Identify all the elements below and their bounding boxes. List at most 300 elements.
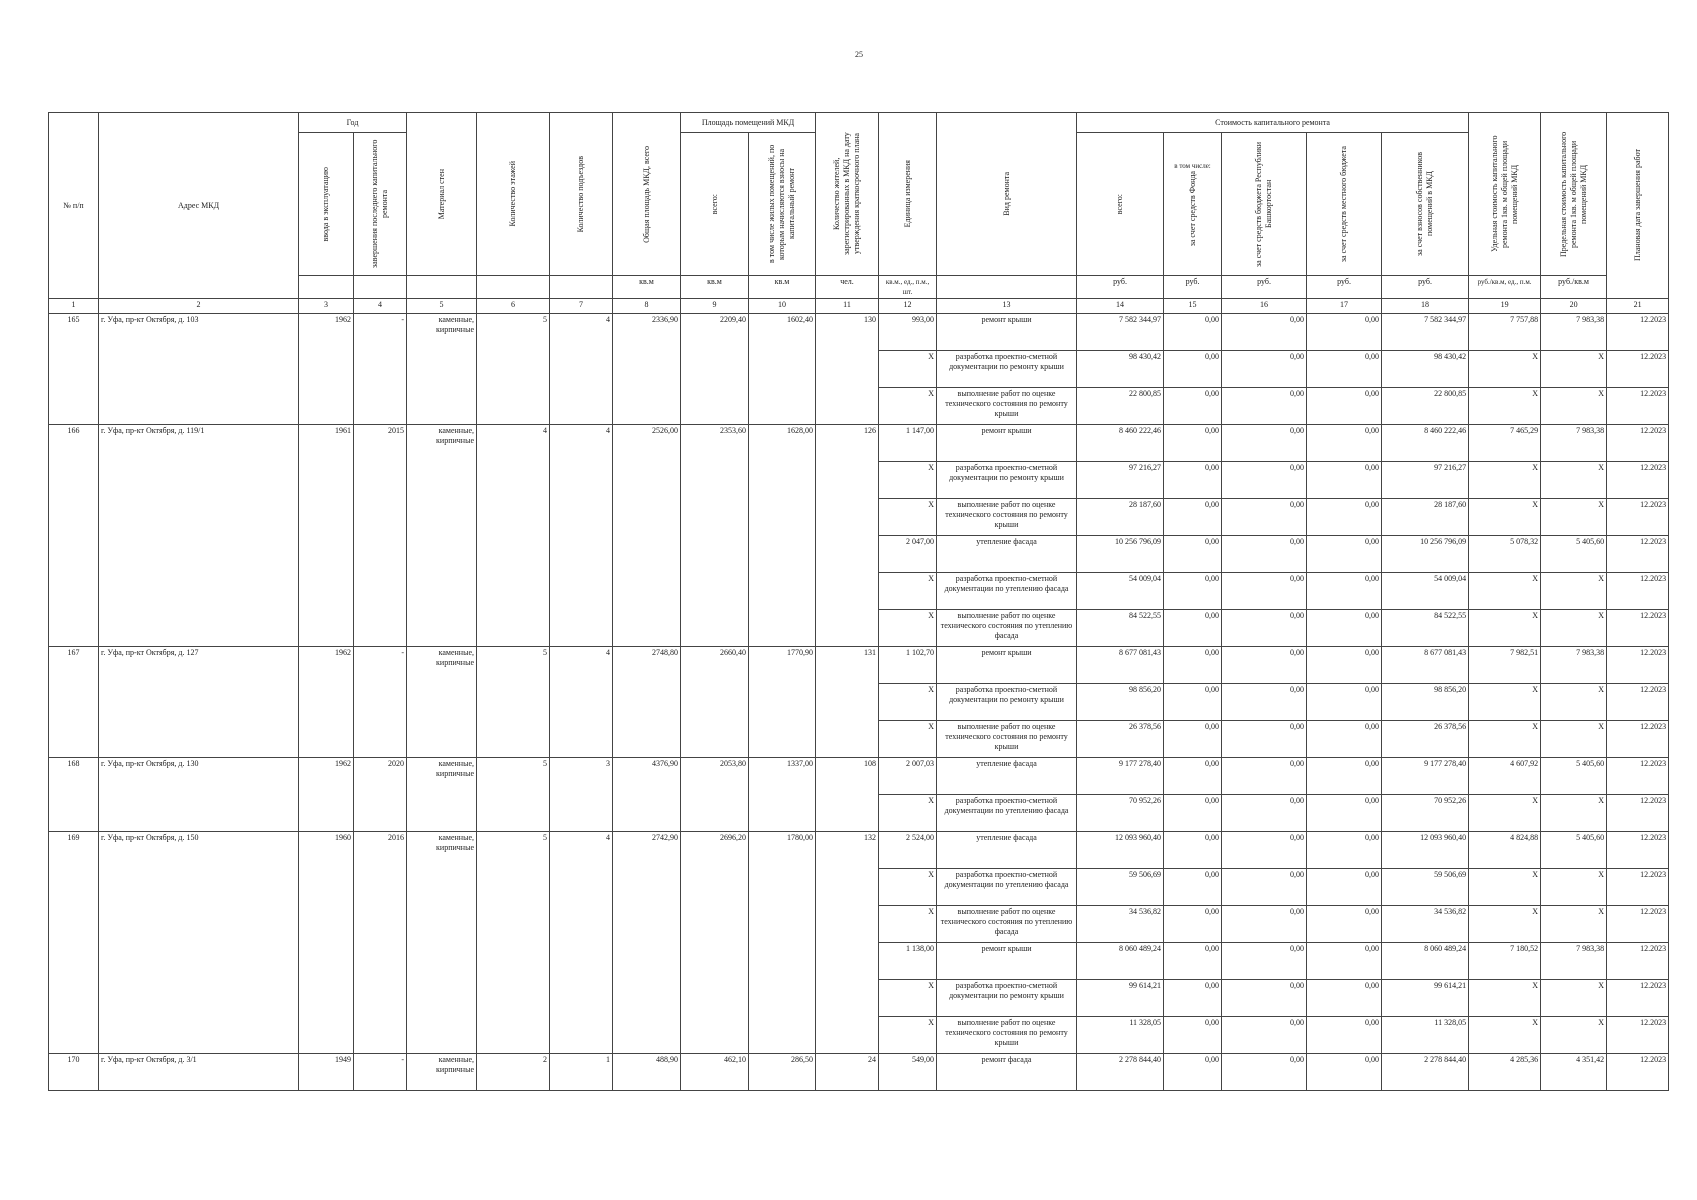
- building-number: 167: [49, 647, 99, 758]
- max-cost: X: [1541, 906, 1607, 943]
- cost-owners: 97 216,27: [1382, 462, 1469, 499]
- max-cost: X: [1541, 721, 1607, 758]
- table-row: [49, 832, 1669, 869]
- work-type: выполнение работ по оценке технического состояния по утеплению фасада: [937, 610, 1077, 647]
- max-cost: 5 405,60: [1541, 832, 1607, 869]
- wall-material: каменные, кирпичные: [407, 832, 477, 1054]
- table-header: [49, 113, 1669, 314]
- unit-max: руб./кв.м: [1541, 276, 1607, 299]
- cost-local: 0,00: [1307, 573, 1382, 610]
- cost-local: 0,00: [1307, 869, 1382, 906]
- cost-total: 98 430,42: [1077, 351, 1164, 388]
- work-type: утепление фасада: [937, 758, 1077, 795]
- cost-local: 0,00: [1307, 499, 1382, 536]
- cost-total: 10 256 796,09: [1077, 536, 1164, 573]
- cost-total: 84 522,55: [1077, 610, 1164, 647]
- column-index: 13: [937, 299, 1077, 314]
- work-unit-value: 2 047,00: [879, 536, 937, 573]
- column-index: 12: [879, 299, 937, 314]
- max-cost: 7 983,38: [1541, 314, 1607, 351]
- building-number: 165: [49, 314, 99, 425]
- header-cost-fund: в том числе: за счет средств Фонда: [1164, 133, 1222, 276]
- residents-count: 126: [816, 425, 879, 647]
- entrances-count: 4: [550, 314, 613, 425]
- header-specific-cost: Удельная стоимость капитального ремонта 1кв. м общей площади помещений МКД: [1469, 113, 1541, 276]
- year-commission: 1949: [299, 1054, 354, 1091]
- unit-blank-13: [937, 276, 1077, 299]
- specific-cost: X: [1469, 721, 1541, 758]
- max-cost: 7 983,38: [1541, 647, 1607, 684]
- work-unit-value: X: [879, 388, 937, 425]
- cost-total: 59 506,69: [1077, 869, 1164, 906]
- building-address: г. Уфа, пр-кт Октября, д. 103: [99, 314, 299, 425]
- table-row: [49, 425, 1669, 462]
- cost-owners: 70 952,26: [1382, 795, 1469, 832]
- header-premises-total: всего:: [681, 133, 749, 276]
- work-unit-value: X: [879, 499, 937, 536]
- cost-rb: 0,00: [1222, 1054, 1307, 1091]
- header-year: Год: [299, 113, 407, 133]
- header-cost-local: за счет средств местного бюджета: [1307, 133, 1382, 276]
- cost-owners: 22 800,85: [1382, 388, 1469, 425]
- work-unit-value: 1 102,70: [879, 647, 937, 684]
- cost-owners: 59 506,69: [1382, 869, 1469, 906]
- cost-local: 0,00: [1307, 351, 1382, 388]
- building-number: 169: [49, 832, 99, 1054]
- work-unit-value: 993,00: [879, 314, 937, 351]
- column-index: 3: [299, 299, 354, 314]
- cost-fund: 0,00: [1164, 499, 1222, 536]
- total-area: 2526,00: [613, 425, 681, 647]
- work-type: разработка проектно-сметной документации по утеплению фасада: [937, 573, 1077, 610]
- work-unit-value: X: [879, 869, 937, 906]
- cost-fund: 0,00: [1164, 573, 1222, 610]
- wall-material: каменные, кирпичные: [407, 425, 477, 647]
- work-unit-value: X: [879, 610, 937, 647]
- cost-local: 0,00: [1307, 610, 1382, 647]
- plan-date: 12.2023: [1607, 462, 1669, 499]
- header-address: Адрес МКД: [99, 113, 299, 299]
- cost-rb: 0,00: [1222, 758, 1307, 795]
- max-cost: X: [1541, 869, 1607, 906]
- cost-total: 2 278 844,40: [1077, 1054, 1164, 1091]
- premises-total: 2053,80: [681, 758, 749, 832]
- entrances-count: 4: [550, 647, 613, 758]
- cost-fund: 0,00: [1164, 906, 1222, 943]
- wall-material: каменные, кирпичные: [407, 314, 477, 425]
- floors-count: 5: [477, 832, 550, 1054]
- cost-rb: 0,00: [1222, 795, 1307, 832]
- plan-date: 12.2023: [1607, 1054, 1669, 1091]
- cost-local: 0,00: [1307, 388, 1382, 425]
- work-unit-value: 2 007,03: [879, 758, 937, 795]
- cost-rb: 0,00: [1222, 610, 1307, 647]
- unit-people: чел.: [816, 276, 879, 299]
- capital-repair-table: [48, 112, 1669, 1091]
- entrances-count: 4: [550, 832, 613, 1054]
- work-unit-value: 2 524,00: [879, 832, 937, 869]
- column-index: 6: [477, 299, 550, 314]
- cost-owners: 84 522,55: [1382, 610, 1469, 647]
- max-cost: X: [1541, 1017, 1607, 1054]
- table-row: [49, 647, 1669, 684]
- header-residents: Количество жителей, зарегистрированных в МКД на дату утверждения краткосрочного плана: [816, 113, 879, 276]
- work-type: разработка проектно-сметной документации по утеплению фасада: [937, 795, 1077, 832]
- work-type: ремонт крыши: [937, 943, 1077, 980]
- cost-rb: 0,00: [1222, 721, 1307, 758]
- building-address: г. Уфа, пр-кт Октября, д. 119/1: [99, 425, 299, 647]
- max-cost: X: [1541, 795, 1607, 832]
- specific-cost: 7 982,51: [1469, 647, 1541, 684]
- cost-rb: 0,00: [1222, 906, 1307, 943]
- plan-date: 12.2023: [1607, 314, 1669, 351]
- building-address: г. Уфа, пр-кт Октября, д. 150: [99, 832, 299, 1054]
- cost-owners: 10 256 796,09: [1382, 536, 1469, 573]
- cost-rb: 0,00: [1222, 832, 1307, 869]
- header-cost: Стоимость капитального ремонта: [1077, 113, 1469, 133]
- specific-cost: 7 465,29: [1469, 425, 1541, 462]
- plan-date: 12.2023: [1607, 388, 1669, 425]
- header-cost-total: всего:: [1077, 133, 1164, 276]
- cost-owners: 9 177 278,40: [1382, 758, 1469, 795]
- table-row: [49, 1054, 1669, 1091]
- cost-owners: 11 328,05: [1382, 1017, 1469, 1054]
- work-type: утепление фасада: [937, 536, 1077, 573]
- cost-total: 34 536,82: [1077, 906, 1164, 943]
- cost-rb: 0,00: [1222, 869, 1307, 906]
- premises-total: 2353,60: [681, 425, 749, 647]
- premises-paying: 286,50: [749, 1054, 816, 1091]
- cost-local: 0,00: [1307, 943, 1382, 980]
- specific-cost: X: [1469, 795, 1541, 832]
- unit-rub-rb: руб.: [1222, 276, 1307, 299]
- entrances-count: 1: [550, 1054, 613, 1091]
- wall-material: каменные, кирпичные: [407, 758, 477, 832]
- floors-count: 5: [477, 647, 550, 758]
- plan-date: 12.2023: [1607, 832, 1669, 869]
- specific-cost: X: [1469, 499, 1541, 536]
- specific-cost: 4 607,92: [1469, 758, 1541, 795]
- building-address: г. Уфа, пр-кт Октября, д. 130: [99, 758, 299, 832]
- plan-date: 12.2023: [1607, 499, 1669, 536]
- residents-count: 130: [816, 314, 879, 425]
- header-year-last-repair: завершения последнего капитального ремонта: [354, 133, 407, 276]
- total-area: 2748,80: [613, 647, 681, 758]
- cost-total: 8 060 489,24: [1077, 943, 1164, 980]
- total-area: 488,90: [613, 1054, 681, 1091]
- year-last-repair: 2020: [354, 758, 407, 832]
- cost-owners: 28 187,60: [1382, 499, 1469, 536]
- wall-material: каменные, кирпичные: [407, 1054, 477, 1091]
- cost-fund: 0,00: [1164, 536, 1222, 573]
- specific-cost: 5 078,32: [1469, 536, 1541, 573]
- cost-rb: 0,00: [1222, 388, 1307, 425]
- total-area: 2336,90: [613, 314, 681, 425]
- column-index: 14: [1077, 299, 1164, 314]
- work-unit-value: X: [879, 721, 937, 758]
- work-type: ремонт крыши: [937, 314, 1077, 351]
- work-unit-value: 1 138,00: [879, 943, 937, 980]
- specific-cost: X: [1469, 1017, 1541, 1054]
- plan-date: 12.2023: [1607, 610, 1669, 647]
- residents-count: 132: [816, 832, 879, 1054]
- cost-owners: 26 378,56: [1382, 721, 1469, 758]
- residents-count: 131: [816, 647, 879, 758]
- year-commission: 1962: [299, 647, 354, 758]
- cost-local: 0,00: [1307, 832, 1382, 869]
- floors-count: 5: [477, 758, 550, 832]
- plan-date: 12.2023: [1607, 573, 1669, 610]
- cost-total: 9 177 278,40: [1077, 758, 1164, 795]
- plan-date: 12.2023: [1607, 721, 1669, 758]
- cost-rb: 0,00: [1222, 980, 1307, 1017]
- work-type: разработка проектно-сметной документации по ремонту крыши: [937, 684, 1077, 721]
- premises-total: 462,10: [681, 1054, 749, 1091]
- unit-blank-6: [477, 276, 550, 299]
- specific-cost: X: [1469, 610, 1541, 647]
- max-cost: X: [1541, 573, 1607, 610]
- plan-date: 12.2023: [1607, 758, 1669, 795]
- cost-local: 0,00: [1307, 462, 1382, 499]
- work-type: разработка проектно-сметной документации по утеплению фасада: [937, 869, 1077, 906]
- cost-owners: 7 582 344,97: [1382, 314, 1469, 351]
- column-index: 9: [681, 299, 749, 314]
- cost-local: 0,00: [1307, 795, 1382, 832]
- premises-paying: 1337,00: [749, 758, 816, 832]
- floors-count: 2: [477, 1054, 550, 1091]
- unit-measure: кв.м., ед., п.м., шт.: [879, 276, 937, 299]
- cost-total: 98 856,20: [1077, 684, 1164, 721]
- premises-total: 2660,40: [681, 647, 749, 758]
- specific-cost: X: [1469, 980, 1541, 1017]
- premises-total: 2209,40: [681, 314, 749, 425]
- cost-fund: 0,00: [1164, 351, 1222, 388]
- year-commission: 1961: [299, 425, 354, 647]
- unit-specific: руб./кв.м, ед., п.м.: [1469, 276, 1541, 299]
- work-type: выполнение работ по оценке технического состояния по ремонту крыши: [937, 721, 1077, 758]
- max-cost: 5 405,60: [1541, 536, 1607, 573]
- plan-date: 12.2023: [1607, 684, 1669, 721]
- specific-cost: 4 824,88: [1469, 832, 1541, 869]
- cost-rb: 0,00: [1222, 684, 1307, 721]
- column-index: 10: [749, 299, 816, 314]
- year-last-repair: 2015: [354, 425, 407, 647]
- entrances-count: 4: [550, 425, 613, 647]
- table-row: [49, 758, 1669, 795]
- work-type: утепление фасада: [937, 832, 1077, 869]
- specific-cost: 4 285,36: [1469, 1054, 1541, 1091]
- unit-blank-3: [299, 276, 354, 299]
- header-total-area: Общая площадь МКД, всего: [613, 113, 681, 276]
- cost-fund: 0,00: [1164, 758, 1222, 795]
- specific-cost: 7 180,52: [1469, 943, 1541, 980]
- specific-cost: 7 757,88: [1469, 314, 1541, 351]
- plan-date: 12.2023: [1607, 536, 1669, 573]
- work-type: разработка проектно-сметной документации по ремонту крыши: [937, 351, 1077, 388]
- cost-rb: 0,00: [1222, 499, 1307, 536]
- header-max-cost: Предельная стоимость капитального ремонта 1кв. м общей площади помещений МКД: [1541, 113, 1607, 276]
- unit-area-total: кв.м: [613, 276, 681, 299]
- unit-blank-4: [354, 276, 407, 299]
- unit-rub-total: руб.: [1077, 276, 1164, 299]
- cost-owners: 54 009,04: [1382, 573, 1469, 610]
- max-cost: X: [1541, 351, 1607, 388]
- cost-total: 70 952,26: [1077, 795, 1164, 832]
- cost-fund: 0,00: [1164, 832, 1222, 869]
- plan-date: 12.2023: [1607, 795, 1669, 832]
- cost-fund: 0,00: [1164, 721, 1222, 758]
- residents-count: 108: [816, 758, 879, 832]
- floors-count: 5: [477, 314, 550, 425]
- max-cost: X: [1541, 462, 1607, 499]
- cost-rb: 0,00: [1222, 943, 1307, 980]
- column-index: 20: [1541, 299, 1607, 314]
- floors-count: 4: [477, 425, 550, 647]
- unit-blank-7: [550, 276, 613, 299]
- header-cost-rb: за счет средств бюджета Республики Башкортостан: [1222, 133, 1307, 276]
- max-cost: X: [1541, 610, 1607, 647]
- cost-total: 28 187,60: [1077, 499, 1164, 536]
- cost-fund: 0,00: [1164, 1017, 1222, 1054]
- unit-rub-fund: руб.: [1164, 276, 1222, 299]
- cost-owners: 98 856,20: [1382, 684, 1469, 721]
- column-index: 15: [1164, 299, 1222, 314]
- premises-total: 2696,20: [681, 832, 749, 1054]
- cost-owners: 34 536,82: [1382, 906, 1469, 943]
- max-cost: 5 405,60: [1541, 758, 1607, 795]
- work-type: выполнение работ по оценке технического состояния по ремонту крыши: [937, 388, 1077, 425]
- column-index: 18: [1382, 299, 1469, 314]
- work-type: разработка проектно-сметной документации по ремонту крыши: [937, 980, 1077, 1017]
- work-unit-value: X: [879, 684, 937, 721]
- header-wall-material: Материал стен: [407, 113, 477, 276]
- cost-owners: 99 614,21: [1382, 980, 1469, 1017]
- cost-owners: 12 093 960,40: [1382, 832, 1469, 869]
- total-area: 2742,90: [613, 832, 681, 1054]
- header-floors: Количество этажей: [477, 113, 550, 276]
- cost-owners: 8 460 222,46: [1382, 425, 1469, 462]
- max-cost: X: [1541, 684, 1607, 721]
- premises-paying: 1602,40: [749, 314, 816, 425]
- work-unit-value: X: [879, 462, 937, 499]
- max-cost: 4 351,42: [1541, 1054, 1607, 1091]
- cost-total: 99 614,21: [1077, 980, 1164, 1017]
- cost-local: 0,00: [1307, 1054, 1382, 1091]
- work-unit-value: X: [879, 351, 937, 388]
- specific-cost: X: [1469, 462, 1541, 499]
- page-number: 25: [855, 50, 863, 59]
- cost-fund: 0,00: [1164, 647, 1222, 684]
- column-index: 17: [1307, 299, 1382, 314]
- work-unit-value: 549,00: [879, 1054, 937, 1091]
- max-cost: X: [1541, 388, 1607, 425]
- cost-local: 0,00: [1307, 721, 1382, 758]
- header-unit: Единица измерения: [879, 113, 937, 276]
- entrances-count: 3: [550, 758, 613, 832]
- column-index: 7: [550, 299, 613, 314]
- cost-fund: 0,00: [1164, 388, 1222, 425]
- header-repair-type: Вид ремонта: [937, 113, 1077, 276]
- max-cost: X: [1541, 980, 1607, 1017]
- premises-paying: 1770,90: [749, 647, 816, 758]
- building-number: 170: [49, 1054, 99, 1091]
- header-premises-area: Площадь помещений МКД: [681, 113, 816, 133]
- year-last-repair: -: [354, 1054, 407, 1091]
- specific-cost: X: [1469, 388, 1541, 425]
- max-cost: X: [1541, 499, 1607, 536]
- cost-local: 0,00: [1307, 314, 1382, 351]
- cost-rb: 0,00: [1222, 1017, 1307, 1054]
- cost-local: 0,00: [1307, 536, 1382, 573]
- header-plan-date: Плановая дата завершения работ: [1607, 113, 1669, 299]
- work-unit-value: X: [879, 795, 937, 832]
- plan-date: 12.2023: [1607, 943, 1669, 980]
- cost-rb: 0,00: [1222, 536, 1307, 573]
- building-number: 166: [49, 425, 99, 647]
- cost-rb: 0,00: [1222, 314, 1307, 351]
- work-type: выполнение работ по оценке технического состояния по ремонту крыши: [937, 1017, 1077, 1054]
- plan-date: 12.2023: [1607, 906, 1669, 943]
- cost-local: 0,00: [1307, 980, 1382, 1017]
- work-type: ремонт фасада: [937, 1054, 1077, 1091]
- column-index: 4: [354, 299, 407, 314]
- work-type: разработка проектно-сметной документации по ремонту крыши: [937, 462, 1077, 499]
- cost-owners: 2 278 844,40: [1382, 1054, 1469, 1091]
- plan-date: 12.2023: [1607, 1017, 1669, 1054]
- cost-fund: 0,00: [1164, 684, 1222, 721]
- plan-date: 12.2023: [1607, 647, 1669, 684]
- specific-cost: X: [1469, 351, 1541, 388]
- building-number: 168: [49, 758, 99, 832]
- plan-date: 12.2023: [1607, 425, 1669, 462]
- work-type: выполнение работ по оценке технического состояния по утеплению фасада: [937, 906, 1077, 943]
- cost-total: 22 800,85: [1077, 388, 1164, 425]
- work-unit-value: 1 147,00: [879, 425, 937, 462]
- unit-area-premises: кв.м: [681, 276, 749, 299]
- cost-fund: 0,00: [1164, 610, 1222, 647]
- cost-owners: 8 677 081,43: [1382, 647, 1469, 684]
- table-row: [49, 314, 1669, 351]
- header-premises-paying: в том числе жилых помещений, по которым начисляются взносы на капитальный ремонт: [749, 133, 816, 276]
- plan-date: 12.2023: [1607, 980, 1669, 1017]
- year-commission: 1962: [299, 314, 354, 425]
- cost-total: 97 216,27: [1077, 462, 1164, 499]
- premises-paying: 1628,00: [749, 425, 816, 647]
- cost-total: 26 378,56: [1077, 721, 1164, 758]
- residents-count: 24: [816, 1054, 879, 1091]
- cost-local: 0,00: [1307, 906, 1382, 943]
- cost-total: 8 677 081,43: [1077, 647, 1164, 684]
- header-entrances: Количество подъездов: [550, 113, 613, 276]
- year-commission: 1960: [299, 832, 354, 1054]
- year-last-repair: -: [354, 314, 407, 425]
- work-type: ремонт крыши: [937, 425, 1077, 462]
- max-cost: 7 983,38: [1541, 943, 1607, 980]
- cost-total: 7 582 344,97: [1077, 314, 1164, 351]
- cost-rb: 0,00: [1222, 573, 1307, 610]
- year-last-repair: 2016: [354, 832, 407, 1054]
- cost-local: 0,00: [1307, 758, 1382, 795]
- cost-local: 0,00: [1307, 425, 1382, 462]
- specific-cost: X: [1469, 906, 1541, 943]
- cost-rb: 0,00: [1222, 647, 1307, 684]
- cost-local: 0,00: [1307, 684, 1382, 721]
- cost-fund: 0,00: [1164, 980, 1222, 1017]
- unit-rub-local: руб.: [1307, 276, 1382, 299]
- cost-fund: 0,00: [1164, 462, 1222, 499]
- specific-cost: X: [1469, 869, 1541, 906]
- plan-date: 12.2023: [1607, 869, 1669, 906]
